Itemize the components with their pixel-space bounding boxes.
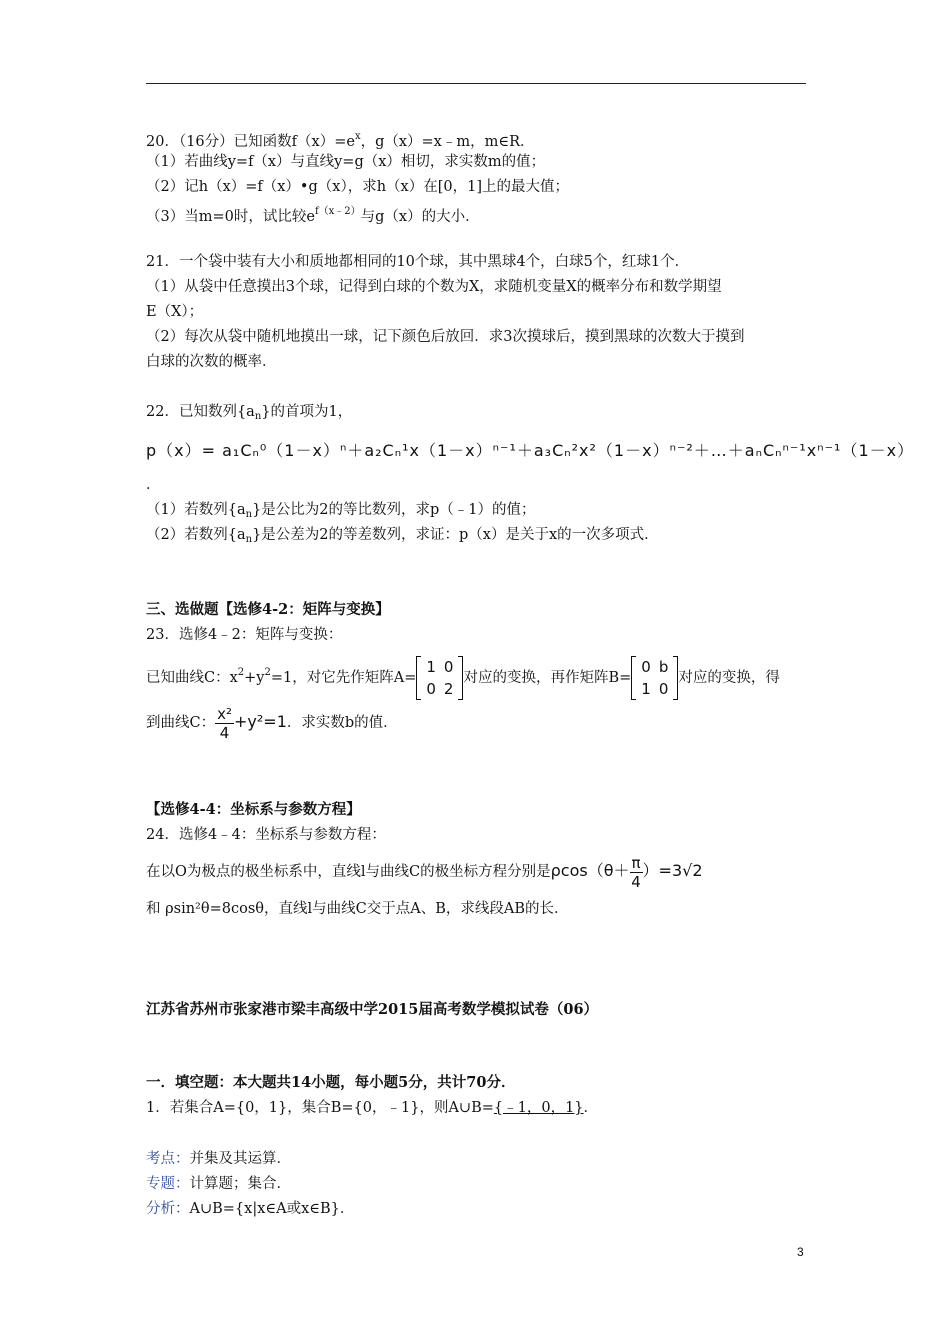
header-rule (146, 83, 806, 84)
q24-line2: 和 ρsin²θ=8cosθ，直线l与曲线C交于点A、B，求线段AB的长． (146, 901, 569, 917)
q20-part3: （3）当m=0时，试比较$e^{f(x﹣2)}$与g（x）的大小． (146, 206, 480, 225)
q21-stem: 21．一个袋中装有大小和质地都相同的10个球，其中黑球4个，白球5个，红球1个． (146, 254, 690, 270)
q22-part1: （1）若数列$\{a_n\}$是公比为2的等比数列，求p（﹣1）的值； (146, 502, 536, 520)
q23-title: 23．选修4﹣2：矩阵与变换： (146, 627, 343, 643)
q21-part1-line1: （1）从袋中任意摸出3个球，记得到白球的个数为X，求随机变量X的概率分布和数学期望 (146, 279, 722, 295)
q23-line1: 已知曲线C：$x^2+y^2=1$，对它先作矩阵A= 1 0 0 2 对应的变换，再作矩阵B= 0 b 1 0 对应的变换，得 (146, 658, 780, 698)
q22-stem: 22．已知数列$\{a_n\}$的首项为1， (146, 404, 353, 422)
q1-answer: {﹣1，0，1} (493, 1100, 584, 1116)
matrix-b: 0 b 1 0 (631, 656, 678, 700)
kaodian-line: 考点：并集及其运算． (146, 1151, 291, 1167)
q21-part2-line1: （2）每次从袋中随机地摸出一球，记下颜色后放回．求3次摸球后，摸到黑球的次数大于摸到 (146, 329, 745, 345)
section3-heading: 三、选做题【选修4-2：矩阵与变换】 (146, 601, 390, 618)
q23-line2: 到曲线C： $\frac{\text{x²}}{4}$ +y²=1．求实数b的值． (146, 704, 398, 742)
section1-heading: 一．填空题：本大题共14小题，每小题5分，共计70分． (146, 1074, 516, 1091)
q21-part2-line2: 白球的次数的概率． (146, 354, 277, 370)
q22-dot: ． (146, 477, 161, 493)
q20-stem: 20．（16分）已知函数$f(x)=e^x$，g（x）=x﹣m，m∈R． (146, 131, 535, 150)
page-number: 3 (797, 1245, 804, 1259)
q24-line1: 在以O为极点的极坐标系中，直线l与曲线C的极坐标方程分别是ρcos（θ＋ $\frac{\pi}{4}$ ）=3√2 (146, 853, 703, 891)
fenxi-line: 分析：A∪B={x|x∈A或x∈B}． (146, 1201, 355, 1217)
section4-heading: 【选修4-4：坐标系与参数方程】 (146, 801, 361, 818)
q24-title: 24．选修4﹣4：坐标系与参数方程： (146, 827, 386, 843)
document-title: 江苏省苏州市张家港市梁丰高级中学2015届高考数学模拟试卷（06） (146, 1001, 599, 1018)
zhuanti-line: 专题：计算题；集合． (146, 1176, 291, 1192)
q22-part2: （2）若数列$\{a_n\}$是公差为2的等差数列，求证：p（x）是关于x的一次多项式． (146, 527, 659, 545)
q21-part1-line2: E（X）； (146, 304, 204, 320)
q20-part2: （2）记h（x）=f（x）•g（x），求h（x）在[0，1]上的最大值； (146, 179, 569, 195)
q20-part1: （1）若曲线y=f（x）与直线y=g（x）相切，求实数m的值； (146, 154, 546, 170)
fraction-x2-over-4: $\frac{\text{x²}}{4}$ (217, 704, 232, 742)
fraction-pi-over-4: $\frac{\pi}{4}$ (631, 853, 641, 891)
q22-formula: p（x）= a₁Cₙ⁰（1－x）ⁿ＋a₂Cₙ¹x（1－x）ⁿ⁻¹＋a₃Cₙ²x²（1－x）ⁿ⁻²＋…＋aₙCₙⁿ⁻¹xⁿ⁻¹（1－x） (146, 441, 915, 460)
matrix-a: 1 0 0 2 (416, 656, 463, 700)
q1-stem: 1．若集合A={0，1}，集合B={0，﹣1}，则A∪B={﹣1，0，1}． (146, 1100, 599, 1116)
